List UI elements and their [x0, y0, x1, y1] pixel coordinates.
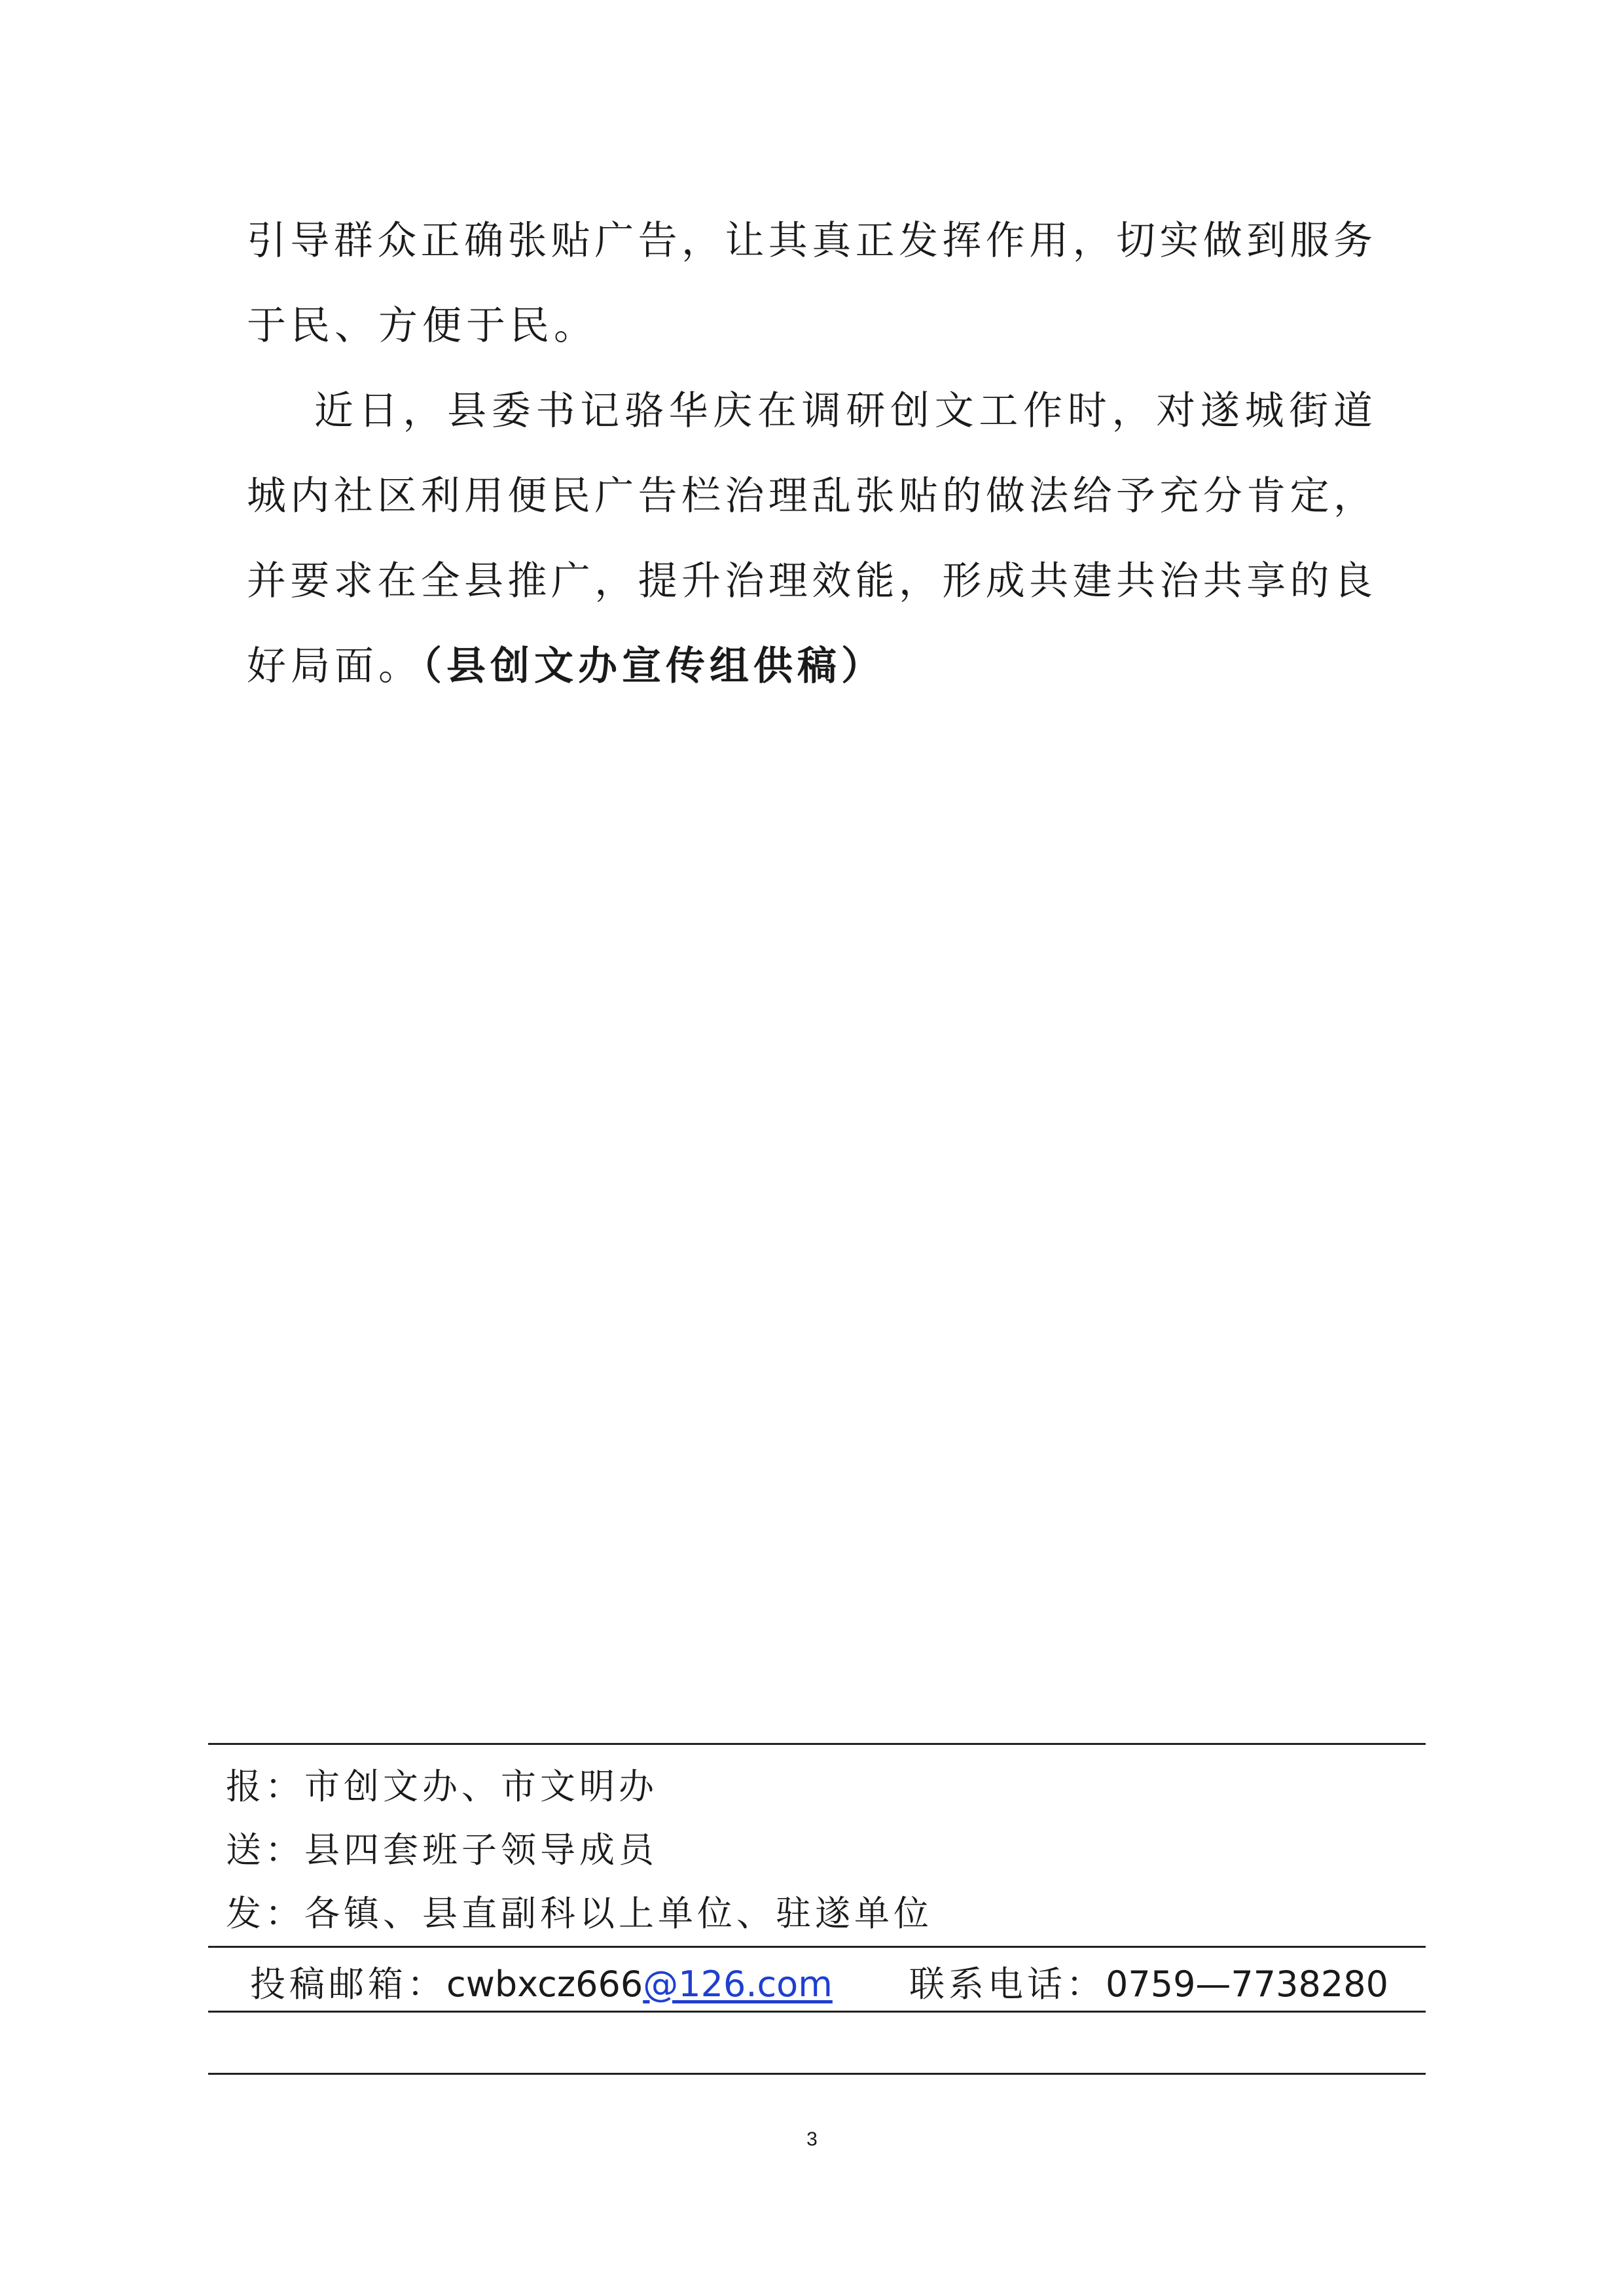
report-to-line: 报：市创文办、市文明办: [226, 1766, 658, 1807]
send-to-line: 送：县四套班子领导成员: [226, 1829, 658, 1871]
paragraph-1-line-2: 于民、方便于民。: [247, 303, 598, 349]
email-block: [250, 1964, 833, 2005]
divider-middle: [208, 1946, 1426, 1948]
divider-top: [208, 1743, 1426, 1745]
email-user: cwbxcz666: [446, 1964, 643, 2005]
paragraph-2-line-4: [247, 643, 1373, 689]
phone-block: [909, 1964, 1388, 2005]
issue-to-line: 发：各镇、县直副科以上单位、驻遂单位: [226, 1893, 933, 1934]
phone-number: 0759—7738280: [1106, 1964, 1388, 2005]
paragraph-2-line-1: 近日，县委书记骆华庆在调研创文工作时，对遂城街道: [314, 388, 1373, 434]
email-label: 投稿邮箱：: [250, 1964, 446, 2005]
page-number: 3: [806, 2128, 818, 2150]
divider-lower: [208, 2011, 1426, 2013]
paragraph-2-line-3: 并要求在全县推广，提升治理效能，形成共建共治共享的良: [247, 558, 1373, 604]
paragraph-1-line-1: 引导群众正确张贴广告，让其真正发挥作用，切实做到服务: [247, 218, 1373, 264]
source-credit: （县创文办宣传组供稿）: [422, 643, 885, 689]
paragraph-2-closing-text: 好局面。: [247, 643, 422, 689]
email-link[interactable]: @126.com: [643, 1964, 833, 2005]
divider-bottom: [208, 2073, 1426, 2075]
phone-label: 联系电话：: [909, 1964, 1106, 2005]
paragraph-2-line-2: 城内社区利用便民广告栏治理乱张贴的做法给予充分肯定，: [247, 473, 1373, 519]
